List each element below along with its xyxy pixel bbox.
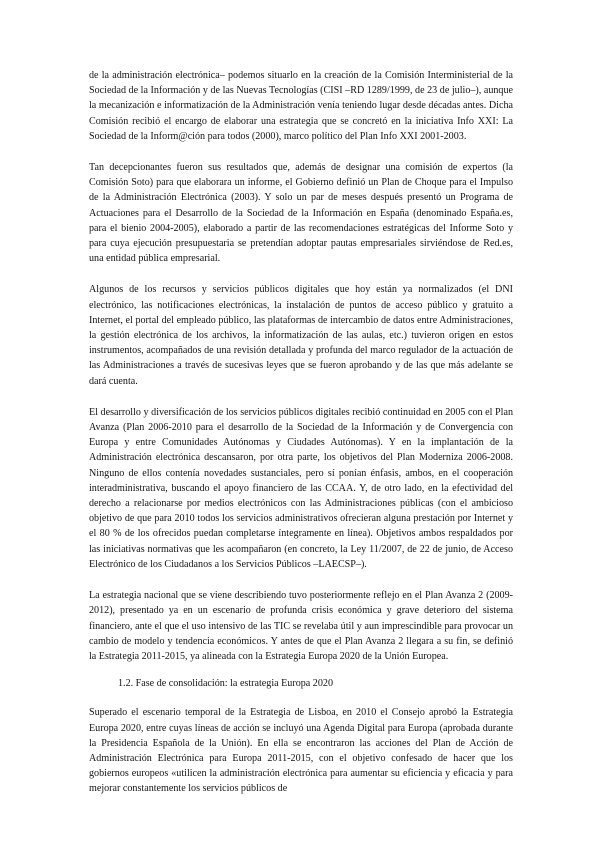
section-heading: 1.2. Fase de consolidación: la estrategia Europa 2020 [118,678,333,690]
paragraph-digital-services: Algunos de los recursos y servicios públicos digitales que hoy están ya normalizados (el DNI electrónico, las notificaciones electrónicas, la instalación de puntos de acceso público y gratuito a Internet, el portal del empleado público, las plataformas de intercambio de datos entre Administraciones, la gestión electrónica de los archivos, la informatización de las aulas, etc.) tuvieron origen en estos instrumentos, acompañados de una revisión detallada y profunda del marco regulador de la actuación de las Administraciones a través de sucesivas leyes que se fueron aprobando y de las que más adelante se dará cuenta. [89,284,513,387]
paragraph-cisi-origins: de la administración electrónica– podemos situarlo en la creación de la Comisión Interministerial de la Sociedad de la Información y de las Nuevas Tecnologías (CISI –RD 1289/1999, de 23 de julio–), aunque la mecanización e informatización de la Administración venía teniendo lugar desde décadas antes. Dicha Comisión recibió el encargo de elaborar una estrategia que se concretó en la iniciativa Info XXI: La Sociedad de la Inform@ción para todos (2000), marco político del Plan Info XXI 2001-2003. [89,70,513,142]
paragraph-europa-2020: Superado el escenario temporal de la Estrategia de Lisboa, en 2010 el Consejo aprobó la Estrategia Europa 2020, entre cuyas líneas de acción se incluyó una Agenda Digital para Europa (aprobada durante la Presidencia Española de la Unión). En ella se encontraron las acciones del Plan de Acción de Administración Electrónica para Europa 2011-2015, con el objetivo confesado de hacer que los gobiernos europeos «utilicen la administración electrónica para aumentar su eficiencia y eficacia y para mejorar constantemente los servicios públicos de [89,707,513,795]
paragraph-plan-avanza: El desarrollo y diversificación de los servicios públicos digitales recibió continuidad en 2005 con el Plan Avanza (Plan 2006-2010 para el desarrollo de la Sociedad de la Información y de Convergencia con Europa y entre Comunidades Autónomas y Ciudades Autónomas). Y en la implantación de la Administración electrónica descansaron, por otra parte, los objetivos del Plan Moderniza 2006-2008. Ninguno de ellos contenía novedades sustanciales, pero sí ponían énfasis, ambos, en el cooperación interadministrativa, buscando el apoyo financiero de las CCAA. Y, de otro lado, en la efectividad del derecho a relacionarse por medios electrónicos con las Administraciones públicas (con el ambicioso objetivo de que para 2010 todos los servicios administrativos ofrecieran alguna prestación por Internet y el 80 % de los ofrecidos puedan completarse íntegramente en línea). Objetivos ambos respaldados por las iniciativas normativas que les acompañaron (en concreto, la Ley 11/2007, de 22 de junio, de Acceso Electrónico de los Ciudadanos a los Servicios Públicos –LAECSP–). [89,406,513,570]
paragraph-plan-de-choque: Tan decepcionantes fueron sus resultados que, además de designar una comisión de expertos (la Comisión Soto) para que elaborara un informe, el Gobierno definió un Plan de Choque para el Impulso de la Administración Electrónica (2003). Y solo un par de meses después presentó un Programa de Actuaciones para el Desarrollo de la Sociedad de la Información en España (denominado España.es, para el bienio 2004-2005), elaborado a partir de las recomendaciones estratégicas del Informe Soto y para cuya ejecución presupuestaria se pretendían adoptar pautas empresariales sirviéndose de Red.es, una entidad pública empresarial. [89,162,513,265]
document-body [89,68,513,797]
paragraph-plan-avanza-2: La estrategia nacional que se viene describiendo tuvo posteriormente reflejo en el Plan Avanza 2 (2009-2012), presentado ya en un escenario de profunda crisis económica y grave deterioro del sistema financiero, ante el que el uso intensivo de las TIC se revelaba útil y aun imprescindible para provocar un cambio de modelo y tendencia económicos. Y antes de que el Plan Avanza 2 llegara a su fin, se definió la Estrategia 2011-2015, ya alineada con la Estrategia Europa 2020 de la Unión Europea. [89,590,513,662]
